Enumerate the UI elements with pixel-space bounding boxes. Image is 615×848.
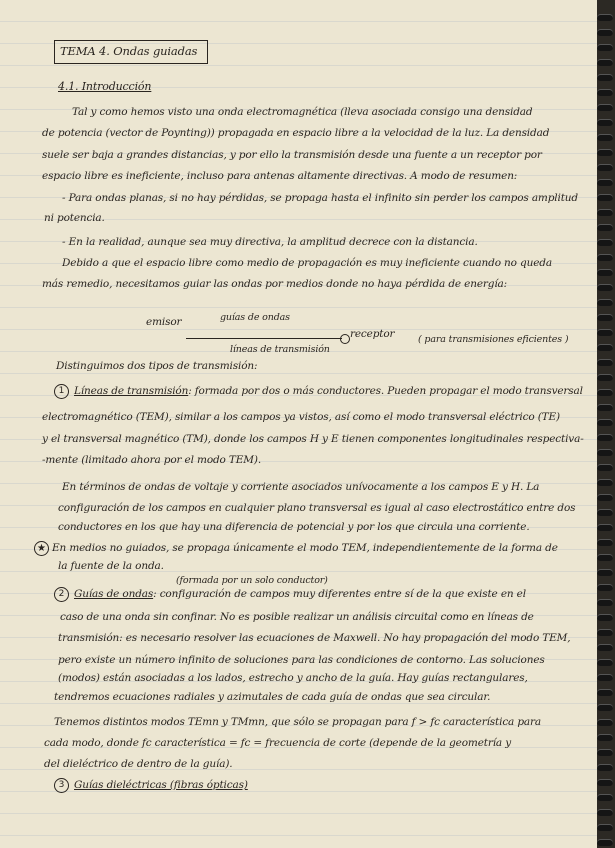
section-heading: 4.1. Introducción xyxy=(58,80,152,93)
spiral-coil xyxy=(597,224,613,231)
diagram-transmission-label: líneas de transmisión xyxy=(230,344,330,355)
spiral-coil xyxy=(597,704,613,711)
spiral-coil xyxy=(597,74,613,81)
spiral-coil xyxy=(597,554,613,561)
spiral-coil xyxy=(597,509,613,516)
diagram-endpoint-circle xyxy=(340,334,350,344)
page-title: TEMA 4. Ondas guiadas xyxy=(60,44,198,58)
item-annotation: (formada por un solo conductor) xyxy=(176,575,328,586)
note-line: electromagnético (TEM), similar a los campos ya vistos, así como el modo transversal eléctrico (TE) xyxy=(42,411,560,423)
item-line xyxy=(74,386,583,397)
spiral-coil xyxy=(597,464,613,471)
diagram-emitter-label: emisor xyxy=(146,316,182,328)
spiral-coil xyxy=(597,569,613,576)
spiral-coil xyxy=(597,359,613,366)
spiral-coil xyxy=(597,539,613,546)
spiral-coil xyxy=(597,374,613,381)
spiral-coil xyxy=(597,389,613,396)
diagram-waveguide-label: guías de ondas xyxy=(220,312,290,323)
spiral-coil xyxy=(597,29,613,36)
note-line: Tal y como hemos visto una onda electromagnética (lleva asociada consigo una densidad xyxy=(72,106,533,118)
note-line: En medios no guiados, se propaga únicamente el modo TEM, independientemente de la forma de xyxy=(52,542,558,554)
note-line: conductores en los que hay una diferencia de potencial y por los que circula una corriente. xyxy=(58,521,530,533)
note-line: más remedio, necesitamos guiar las ondas por medios donde no haya pérdida de energía: xyxy=(42,278,508,290)
spiral-coil xyxy=(597,749,613,756)
spiral-coil xyxy=(597,269,613,276)
note-line: cada modo, donde fc característica = fc = frecuencia de corte (depende de la geometría y xyxy=(44,737,511,749)
spiral-coil xyxy=(597,839,613,846)
spiral-coil xyxy=(597,614,613,621)
spiral-coil xyxy=(597,14,613,21)
item-text: : formada por dos o más conductores. Pueden propagar el modo transversal xyxy=(188,385,583,397)
spiral-coil xyxy=(597,404,613,411)
spiral-coil xyxy=(597,419,613,426)
spiral-coil xyxy=(597,599,613,606)
spiral-coil xyxy=(597,164,613,171)
spiral-coil xyxy=(597,734,613,741)
spiral-coil xyxy=(597,134,613,141)
spiral-coil xyxy=(597,779,613,786)
spiral-coil xyxy=(597,434,613,441)
spiral-coil xyxy=(597,194,613,201)
item-text: : configuración de campos muy diferentes entre sí de la que existe en el xyxy=(153,588,526,600)
note-line: del dieléctrico de dentro de la guía). xyxy=(44,758,233,770)
spiral-coil xyxy=(597,89,613,96)
diagram-note: ( para transmisiones eficientes ) xyxy=(418,334,569,345)
spiral-coil xyxy=(597,764,613,771)
note-line: espacio libre es ineficiente, incluso para antenas altamente directivas. A modo de resumen: xyxy=(42,170,518,182)
note-line: Debido a que el espacio libre como medio de propagación es muy ineficiente cuando no queda xyxy=(62,257,552,269)
note-line: transmisión: es necesario resolver las ecuaciones de Maxwell. No hay propagación del modo TEM, xyxy=(58,632,571,644)
star-circle-icon: ★ xyxy=(34,541,49,556)
diagram-connection-line xyxy=(186,338,342,339)
note-line: -mente (limitado ahora por el modo TEM). xyxy=(42,454,262,466)
note-line: Tenemos distintos modos TEmn y TMmn, que sólo se propagan para f > fc característica para xyxy=(54,716,542,728)
spiral-coil xyxy=(597,524,613,531)
spiral-coil xyxy=(597,794,613,801)
spiral-coil xyxy=(597,479,613,486)
note-line: suele ser baja a grandes distancias, y por ello la transmisión desde una fuente a un receptor por xyxy=(42,149,542,161)
spiral-coil xyxy=(597,494,613,501)
item-number-circle: 3 xyxy=(54,778,69,793)
note-line: la fuente de la onda. xyxy=(58,560,164,572)
note-line: configuración de los campos en cualquier plano transversal es igual al caso electrostático entre dos xyxy=(58,502,576,514)
note-line: (modos) están asociadas a los lados, estrecho y ancho de la guía. Hay guías rectangulares, xyxy=(58,672,528,684)
diagram-receiver-label: receptor xyxy=(350,328,395,340)
note-line: pero existe un número infinito de soluciones para las condiciones de contorno. Las soluciones xyxy=(58,654,545,666)
item-number-circle: 1 xyxy=(54,384,69,399)
spiral-coil xyxy=(597,719,613,726)
note-line: Distinguimos dos tipos de transmisión: xyxy=(56,360,258,372)
spiral-coil xyxy=(597,644,613,651)
note-line: ni potencia. xyxy=(44,212,105,224)
note-line: - En la realidad, aunque sea muy directiva, la amplitud decrece con la distancia. xyxy=(62,236,478,248)
spiral-coil xyxy=(597,689,613,696)
note-line: de potencia (vector de Poynting)) propagada en espacio libre a la velocidad de la luz. La densidad xyxy=(42,127,550,139)
item-heading: Guías dieléctricas (fibras ópticas) xyxy=(74,779,248,791)
item-heading: Guías de ondas xyxy=(74,588,154,600)
spiral-coil xyxy=(597,104,613,111)
spiral-coil xyxy=(597,239,613,246)
spiral-coil xyxy=(597,254,613,261)
note-line: En términos de ondas de voltaje y corriente asociados unívocamente a los campos E y H. La xyxy=(62,481,540,493)
spiral-coil xyxy=(597,809,613,816)
spiral-coil xyxy=(597,209,613,216)
item-heading: Líneas de transmisión xyxy=(74,385,189,397)
note-line: caso de una onda sin confinar. No es posible realizar un análisis circuital como en líneas de xyxy=(60,611,534,623)
spiral-coil xyxy=(597,149,613,156)
spiral-coil xyxy=(597,329,613,336)
note-line: - Para ondas planas, si no hay pérdidas, se propaga hasta el infinito sin perder los campos amplitud xyxy=(62,192,578,204)
spiral-coil xyxy=(597,299,613,306)
item-line xyxy=(74,589,526,600)
spiral-coil xyxy=(597,449,613,456)
spiral-coil xyxy=(597,824,613,831)
spiral-coil xyxy=(597,179,613,186)
spiral-coil xyxy=(597,344,613,351)
spiral-coil xyxy=(597,59,613,66)
note-line: y el transversal magnético (TM), donde los campos H y E tienen componentes longitudinales respectiva- xyxy=(42,433,584,445)
spiral-coil xyxy=(597,284,613,291)
spiral-coil xyxy=(597,659,613,666)
spiral-coil xyxy=(597,314,613,321)
spiral-coil xyxy=(597,44,613,51)
item-number-circle: 2 xyxy=(54,587,69,602)
spiral-coil xyxy=(597,629,613,636)
spiral-coil xyxy=(597,584,613,591)
spiral-coil xyxy=(597,674,613,681)
spiral-coil xyxy=(597,119,613,126)
note-line: tendremos ecuaciones radiales y azimutales de cada guía de ondas que sea circular. xyxy=(54,691,491,703)
